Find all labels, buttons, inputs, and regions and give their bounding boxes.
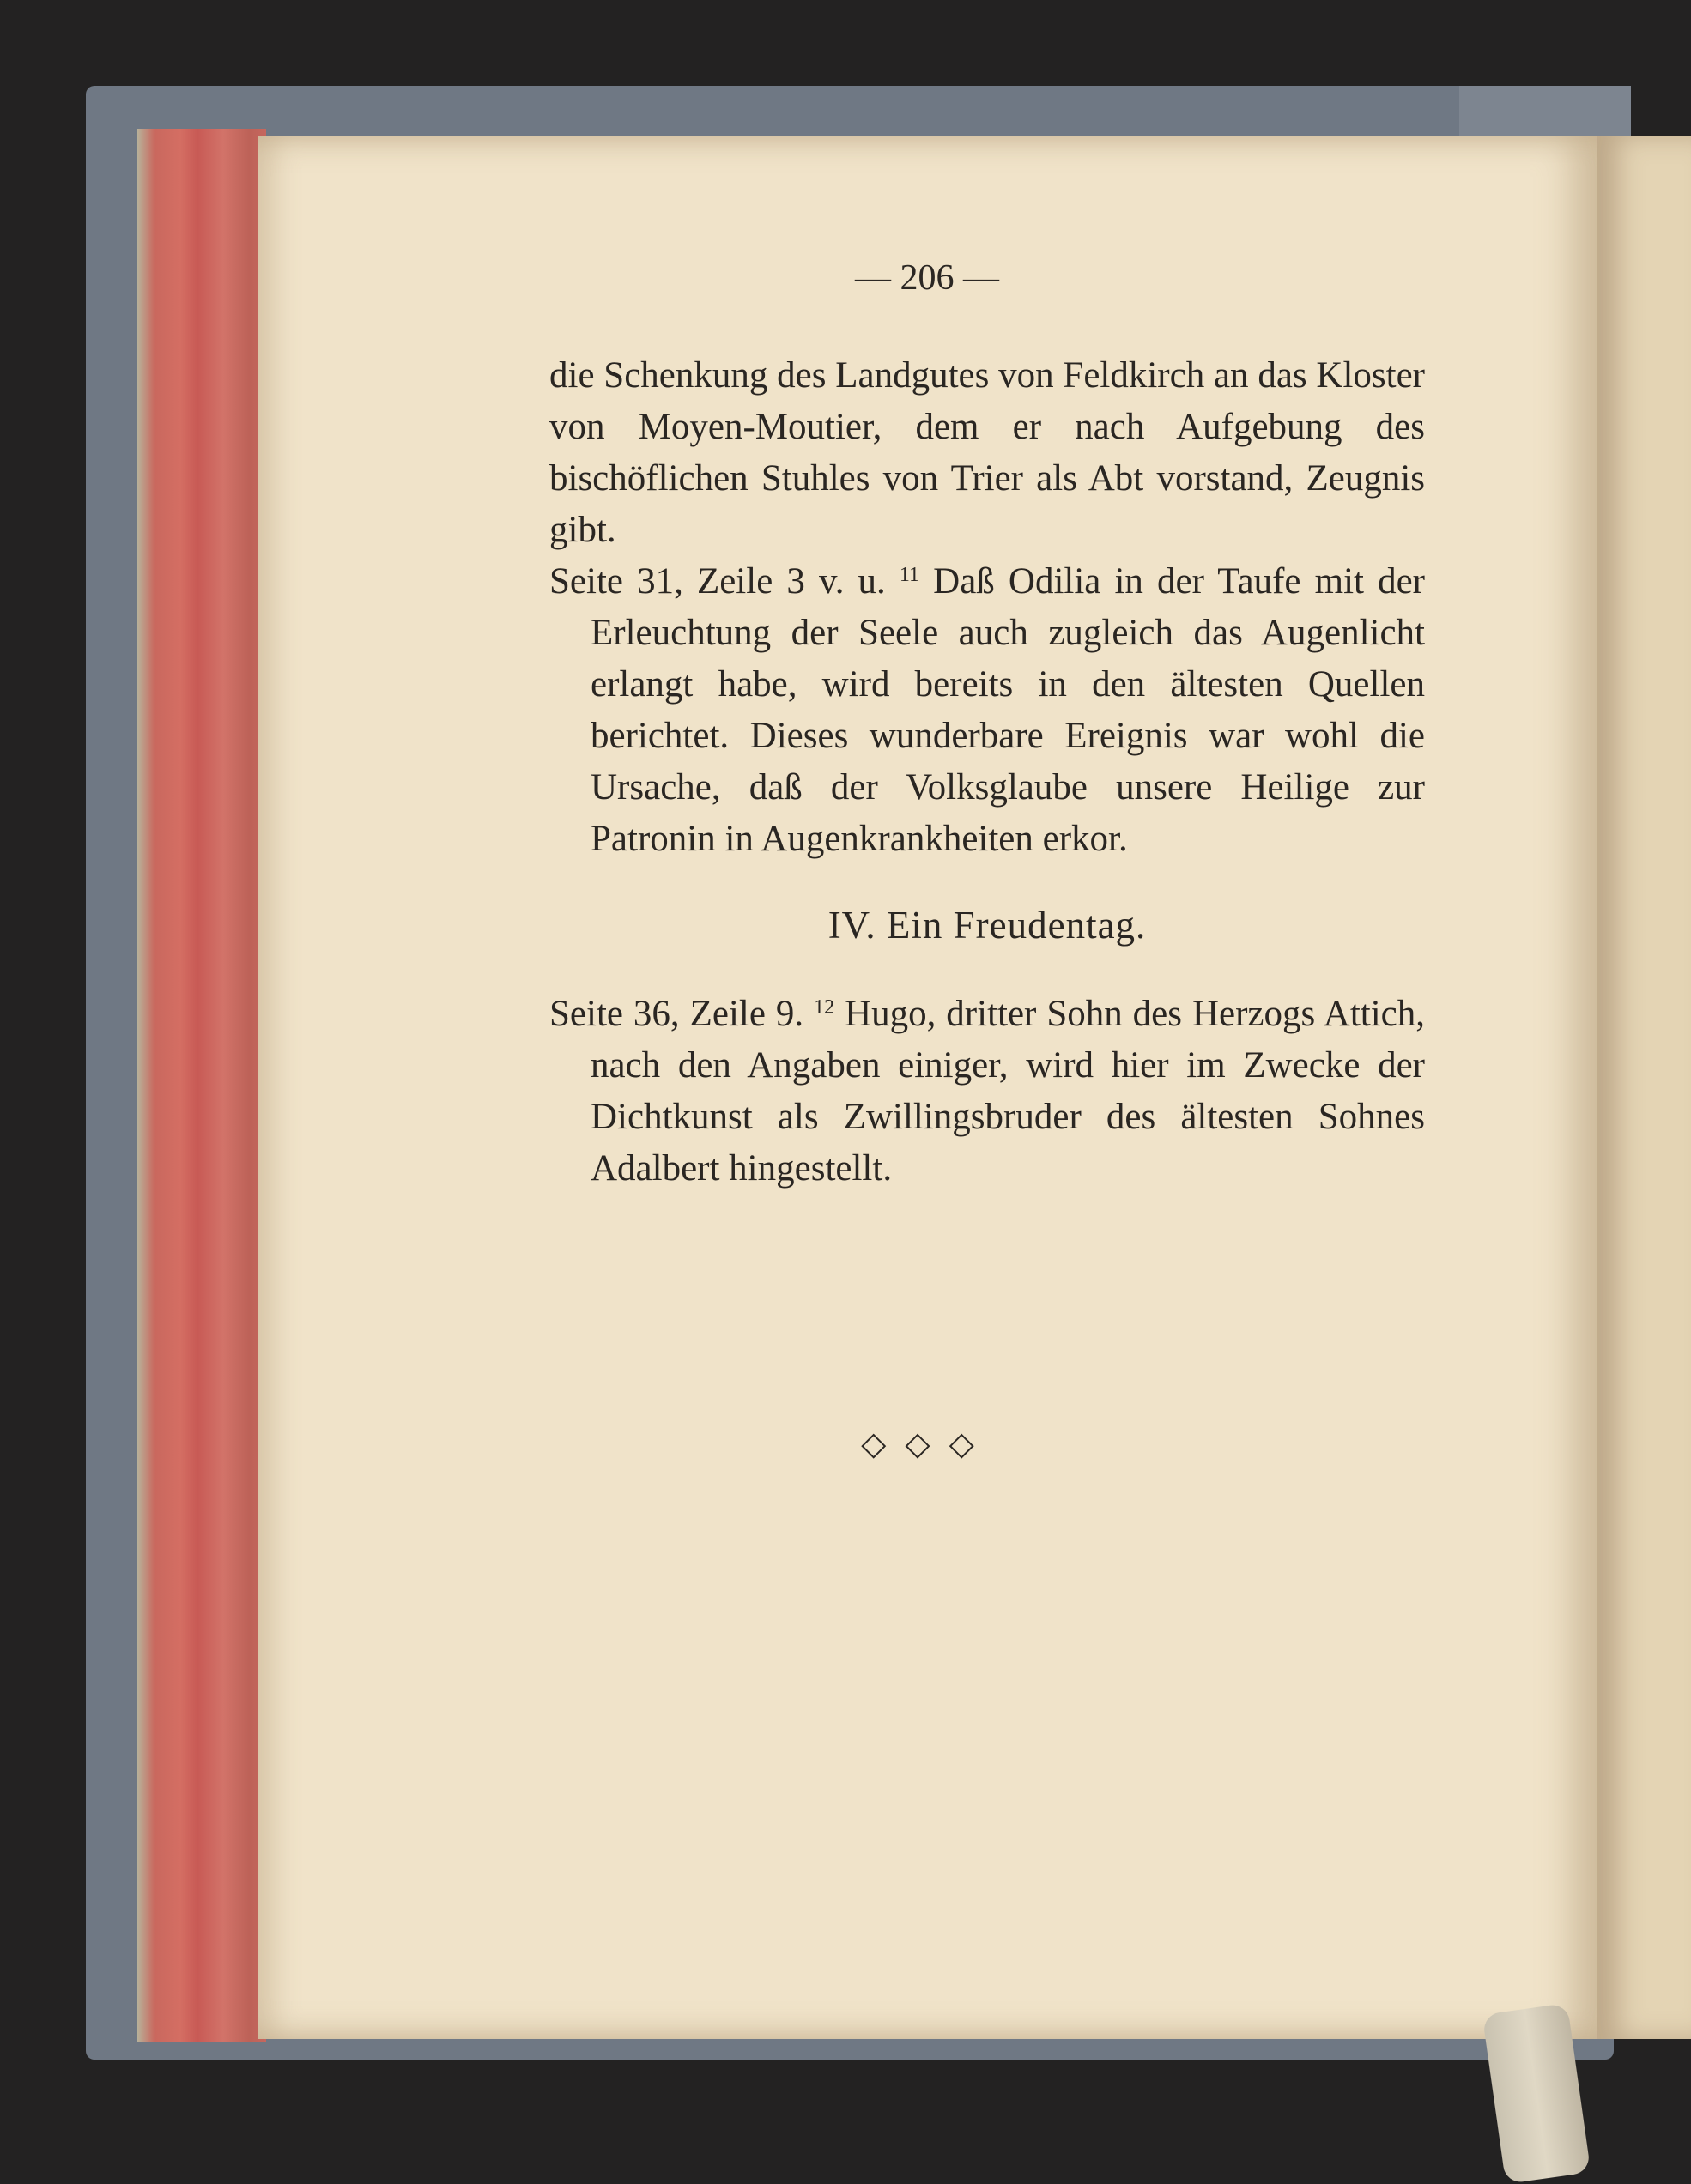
paragraph-continuation: die Schenkung des Landgutes von Feldkirch an das Kloster von Moyen-Moutier, dem er nach Aufgebung des bischöflichen Stuhles von Trier als Abt vorstand, Zeugnis gibt. [549,355,1425,550]
facing-page-edge [1597,136,1691,2039]
footnote-12-ref: Seite 36, Zeile 9. [549,994,804,1034]
page-text [549,350,1425,1195]
page-edges [137,129,266,2042]
footnote-11-ref: Seite 31, Zeile 3 v. u. [549,561,886,602]
footnote-11 [549,556,1425,865]
footnote-11-number: 11 [899,564,920,586]
footnote-12-text: Hugo, dritter Sohn des Herzogs Attich, nach den Angaben einiger, wird hier im Zwecke der Dichtkunst als Zwillingsbruder des ältesten Sohnes Adalbert hingestellt. [591,994,1426,1189]
page-number: — 206 — [855,258,999,298]
footnote-12 [549,989,1425,1195]
book-cover-corner [1459,86,1631,137]
section-title: IV. Ein Freudentag. [827,904,1147,947]
footnote-11-text: Daß Odilia in der Taufe mit der Erleuchtung der Seele auch zugleich das Augenlicht erlangt habe, wird bereits in den ältesten Quellen berichtet. Dieses wunderbare Ereignis war wohl die Ursache, daß der Volksglaube unsere Heilige zur Patronin in Augenkrankheiten erkor. [591,561,1425,859]
end-ornament: ◇◇◇ [861,1425,993,1462]
footnote-12-number: 12 [814,996,835,1019]
